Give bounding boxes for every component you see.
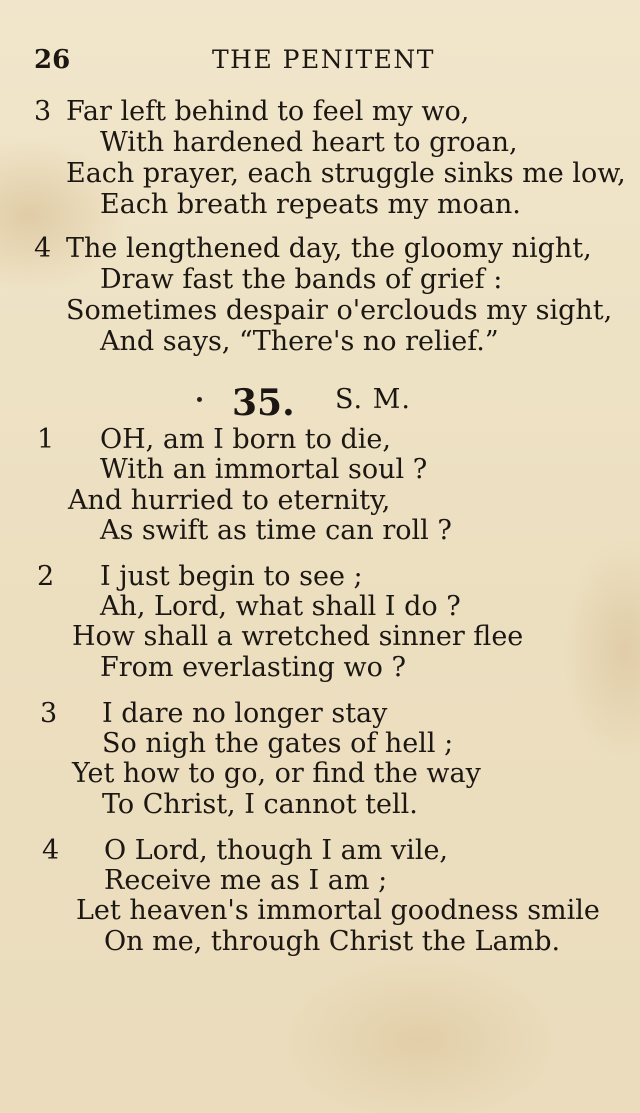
stanza-number: 2: [37, 561, 55, 592]
verse-line: O Lord, though I am vile,: [104, 835, 449, 866]
verse-line: OH, am I born to die,: [100, 424, 391, 455]
stanza-number: 4: [42, 835, 60, 866]
stanza-number: 3: [34, 96, 52, 127]
verse-line: With hardened heart to groan,: [100, 127, 518, 158]
hymn-meter: S. M.: [335, 384, 411, 415]
verse-line: I dare no longer stay: [102, 698, 388, 729]
verse-line: Sometimes despair o'erclouds my sight,: [66, 295, 613, 326]
verse-line: I just begin to see ;: [100, 561, 363, 592]
verse-line: How shall a wretched sinner flee: [72, 621, 524, 652]
stanza-number: 3: [40, 698, 58, 729]
running-title: THE PENITENT: [212, 45, 435, 74]
verse-line: And says, “There's no relief.”: [100, 326, 499, 357]
verse-line: The lengthened day, the gloomy night,: [66, 233, 592, 264]
verse-line: To Christ, I cannot tell.: [102, 789, 418, 820]
hymn-number: 35.: [232, 382, 295, 424]
stanza-number: 1: [37, 424, 55, 455]
verse-line: Each prayer, each struggle sinks me low,: [66, 158, 626, 189]
verse-line: Each breath repeats my moan.: [100, 189, 521, 220]
page-number: 26: [34, 45, 71, 75]
verse-line: Yet how to go, or find the way: [72, 758, 481, 789]
verse-line: As swift as time can roll ?: [100, 515, 452, 546]
verse-line: So nigh the gates of hell ;: [102, 728, 454, 759]
verse-line: Let heaven's immortal goodness smile: [76, 895, 600, 926]
verse-line: Far left behind to feel my wo,: [66, 96, 470, 127]
verse-line: Ah, Lord, what shall I do ?: [100, 591, 461, 622]
stanza-number: 4: [34, 233, 52, 264]
ornament-dot: [197, 397, 202, 402]
verse-line: And hurried to eternity,: [68, 485, 391, 516]
verse-line: Receive me as I am ;: [104, 865, 388, 896]
verse-line: With an immortal soul ?: [100, 454, 428, 485]
verse-line: From everlasting wo ?: [100, 652, 406, 683]
verse-line: On me, through Christ the Lamb.: [104, 926, 561, 957]
verse-line: Draw fast the bands of grief :: [100, 264, 503, 295]
